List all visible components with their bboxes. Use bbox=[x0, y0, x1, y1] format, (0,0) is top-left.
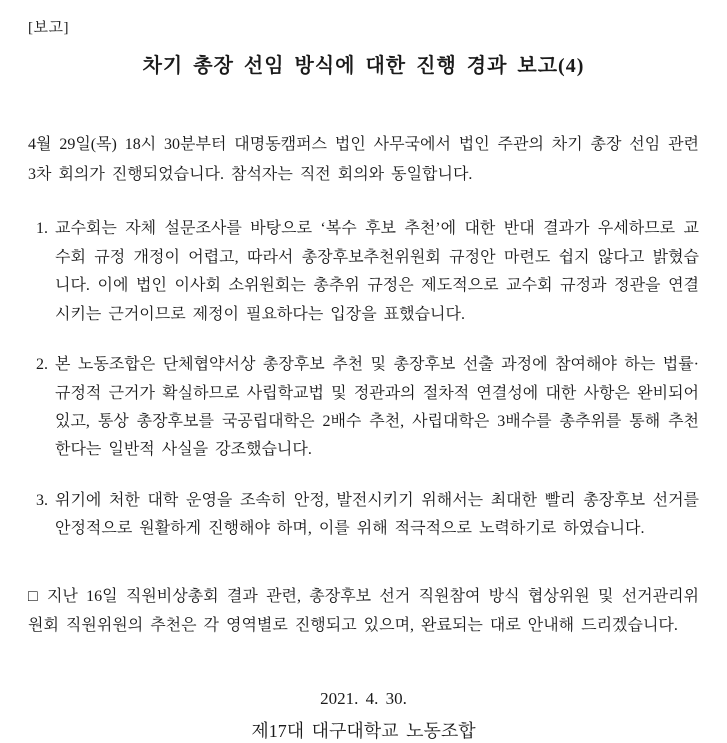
doc-signature: 제17대 대구대학교 노동조합 bbox=[251, 721, 476, 742]
list-item-1 bbox=[28, 215, 699, 329]
numbered-list bbox=[28, 215, 699, 544]
list-item-3 bbox=[28, 487, 699, 544]
list-item-2-number: 2. bbox=[36, 356, 48, 374]
intro-paragraph: 4월 29일(목) 18시 30분부터 대명동캠퍼스 법인 사무국에서 법인 주관의 차기 총장 선임 관련 3차 회의가 진행되었습니다. 참석자는 직전 회의와 동일합니다. bbox=[28, 136, 699, 183]
list-item-2 bbox=[28, 351, 699, 465]
list-item-3-text: 위기에 처한 대학 운영을 조속히 안정, 발전시키기 위해서는 최대한 빨리 총장후보 선거를 안정적으로 원활하게 진행해야 하며, 이를 위해 적극적으로 노력하기로 하였습니다. bbox=[55, 491, 699, 538]
doc-type-tag: [보고] bbox=[28, 20, 69, 36]
doc-date: 2021. 4. 30. bbox=[320, 689, 407, 709]
doc-title: 차기 총장 선임 방식에 대한 진행 경과 보고(4) bbox=[142, 55, 585, 77]
list-item-1-text: 교수회는 자체 설문조사를 바탕으로 ‘복수 후보 추천’에 대한 반대 결과가 우세하므로 교수회 규정 개정이 어렵고, 따라서 총장후보추천위원회 규정안 마련도 쉽지 않다고 밝혔습니다. 이에 법인 이사회 소위원회는 총추위 규정은 제도적으로 교수회 규정과 정관을 연결시키는 근거이므로 제정이 필요하다는 입장을 표했습니다. bbox=[55, 220, 699, 323]
notice-paragraph bbox=[28, 582, 699, 641]
list-item-2-text: 본 노동조합은 단체협약서상 총장후보 추천 및 총장후보 선출 과정에 참여해야 하는 법률·규정적 근거가 확실하므로 사립학교법 및 정관과의 절차적 연결성에 대한 사항은 완비되어 있고, 통상 총장후보를 국공립대학은 2배수 추천, 사립대학은 3배수를 총추위를 통해 추천한다는 일반적 사실을 강조했습니다. bbox=[55, 356, 699, 459]
square-bullet-icon: □ bbox=[28, 587, 39, 605]
list-item-3-number: 3. bbox=[36, 491, 48, 509]
list-item-1-number: 1. bbox=[36, 220, 48, 238]
notice-text: 지난 16일 직원비상총회 결과 관련, 총장후보 선거 직원참여 방식 협상위원 및 선거관리위원회 직원위원의 추천은 각 영역별로 진행되고 있으며, 완료되는 대로 안내해 드리겠습니다. bbox=[28, 587, 699, 635]
